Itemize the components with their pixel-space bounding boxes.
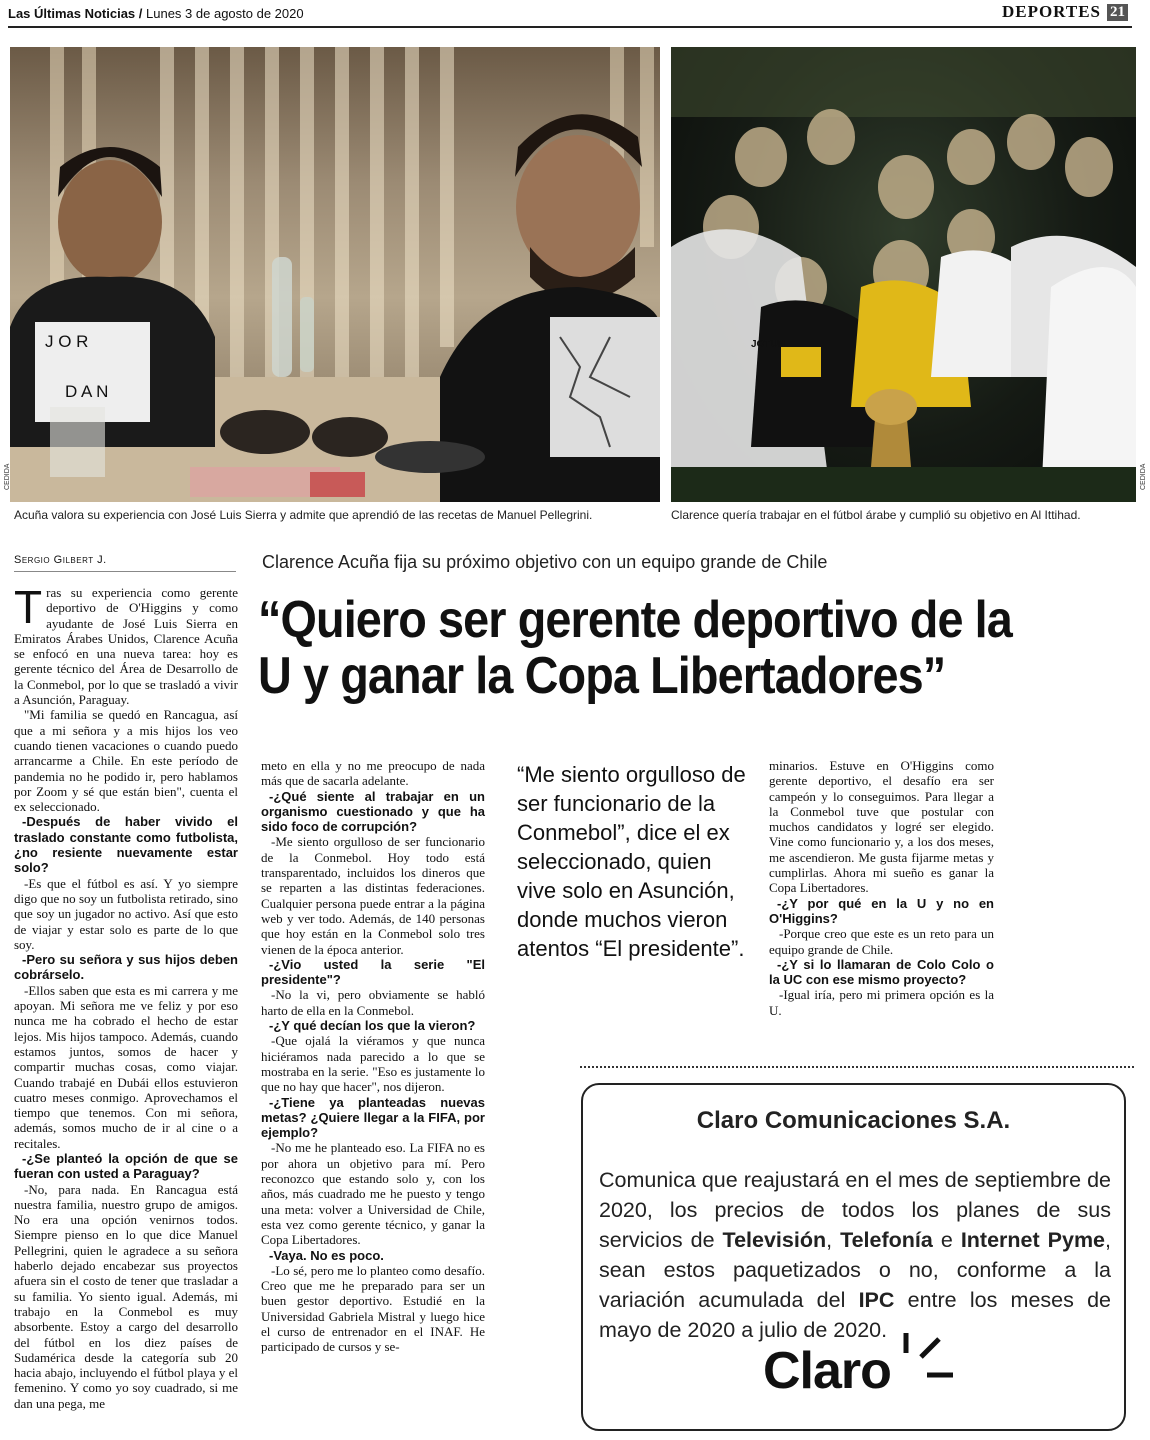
- article-paragraph: -Me siento orgulloso de ser funcionario de la Conmebol. Hoy todo está transparentado, incluidos los dineros que se reparten a las distintas federaciones. Cualquier persona puede entrar a la página web y ver todo. Además, de 140 personas que hoy están en la Conmebol solo tres vienen de la época anterior.: [261, 834, 485, 957]
- section-header: [1002, 2, 1128, 22]
- interview-question: -¿Qué siente al trabajar en un organismo cuestionado y que ha sido foco de corrupción?: [261, 788, 485, 835]
- column-1-body: [14, 581, 238, 1411]
- byline-rule: [14, 571, 236, 572]
- column-2-body: [261, 758, 485, 1355]
- ad-text-3: entre los meses de mayo de 2020 a julio de 2020.: [599, 1288, 1111, 1342]
- caption-right: Clarence quería trabajar en el fútbol árabe y cumplió su objetivo en Al Ittihad.: [671, 508, 1081, 522]
- photo-restaurant: [10, 47, 660, 502]
- claro-rays-icon: [891, 1327, 961, 1397]
- interview-question: -Después de haber vivido el traslado constante como futbolista, ¿no resiente nuevamente estar solo?: [14, 814, 238, 876]
- interview-question: -¿Se planteó la opción de que se fueran con usted a Paraguay?: [14, 1150, 238, 1182]
- article-paragraph: -No, para nada. En Rancagua está nuestra familia, nuestro grupo de amigos. No era una opción venirnos todos. Siempre pienso en lo que dice Manuel Pellegrini, quien le agradece a su señora haberlo dejado encabezar sus proyectos afuera sin el costo de tener que trasladar a su familia. Yo siento igual. Además, mi trabajo en la Conmebol es muy absorbente. Estoy a cargo del desarrollo del fútbol en los diez países de Sudamérica desde la categoría sub 20 hacia abajo, incluyendo el fútbol playa y el femenino. Y como yo soy cuadrado, si me dan una pega, me: [14, 1181, 238, 1411]
- ad-service-phone: Telefonía: [840, 1228, 933, 1252]
- ad-body: [599, 1165, 1111, 1345]
- claro-advertisement: [581, 1083, 1126, 1431]
- header-rule: [8, 26, 1132, 28]
- article-column-3: [769, 758, 994, 1018]
- ad-service-tv: Televisión: [722, 1228, 827, 1252]
- article-paragraph: -Ellos saben que esta es mi carrera y me apoyan. Mi señora me ve feliz y por eso nunca me ha cobrado el hecho de estar lejos. Mis hijos tampoco. Además, cuando estamos juntos, somos de hacer y compartir muchas cosas, como viajar. Cuando trabajé en Dubái ellos estuvieron cuatro meses conmigo. Aprovechamos el tiempo que tenemos. Con mi señora, además, somos mucho de ir al cine o a recitales.: [14, 982, 238, 1151]
- article-paragraph: "Mi familia se quedó en Rancagua, así que a mi señora y a mis hijos los veo cuando tienen vacaciones o cuando puedo arrancarme a Chile. En este período de pandemia no he podido ir, pero hablamos por Zoom y sé que están bien", cuenta el ex seleccionado.: [14, 707, 238, 815]
- kicker: Clarence Acuña fija su próximo objetivo con un equipo grande de Chile: [262, 552, 828, 572]
- article-paragraph: -Es que el fútbol es así. Y yo siempre digo que no soy un futbolista retirado, sino que soy un jugador no activo. Así que esto de viajar y estar solo es parte de lo que soy.: [14, 875, 238, 952]
- interview-question: -¿Tiene ya planteadas nuevas metas? ¿Quiere llegar a la FIFA, por ejemplo?: [261, 1094, 485, 1141]
- interview-question: -¿Y por qué en la U y no en O'Higgins?: [769, 895, 994, 926]
- jersey-print: JOTUN: [751, 339, 785, 350]
- shirt-print: J O R: [45, 332, 89, 351]
- interview-question: -¿Y si lo llamaran de Colo Colo o la UC con ese mismo proyecto?: [769, 956, 994, 988]
- ad-sep-2: e: [932, 1228, 961, 1252]
- ad-text-2: , sean estos paquetizados o no, conforme a la variación acumulada del: [599, 1228, 1112, 1312]
- ad-service-internet: Internet Pyme: [960, 1228, 1106, 1252]
- claro-logo-text: Claro: [763, 1342, 891, 1400]
- photo-credit-left: CEDIDA: [4, 463, 11, 490]
- article-paragraph: -No me he planteado eso. La FIFA no es por ahora un objetivo para mí. Pero reconozco que estando solo y, con los años, más cuadrado me he puesto y tengo una meta: volver a Universidad de Chile, esta vez como gerente técnico, y ganar la Copa Libertadores.: [261, 1140, 485, 1248]
- interview-question: -Pero su señora y sus hijos deben cobrárselo.: [14, 952, 238, 983]
- photo-celebration-illustration: [671, 47, 1136, 502]
- photo-credit-right: CEDIDA: [1140, 463, 1147, 490]
- ad-title: Claro Comunicaciones S.A.: [696, 1107, 1011, 1134]
- issue-date: Lunes 3 de agosto de 2020: [146, 6, 304, 21]
- ad-text-1: Comunica que reajustará en el mes de septiembre de 2020, los precios de todos los planes de sus servicios de: [599, 1168, 1111, 1252]
- dropcap: T: [14, 581, 43, 633]
- article-paragraph: ras su experiencia como gerente deportivo de O'Higgins y como ayudante de José Luis Sierra en Emiratos Árabes Unidos, Clarence Acuña se enfocó en una nueva tarea: hoy es gerente técnico del Área de Desarrollo de la Conmebol, por lo que se trasladó a vivir a Asunción, Paraguay.: [14, 585, 238, 708]
- shirt-print-2: D A N: [65, 382, 109, 401]
- interview-question: -¿Y qué decían los que la vieron?: [269, 1018, 476, 1034]
- ad-separator: [580, 1066, 1134, 1068]
- article-paragraph: -Que ojalá la viéramos y que nunca hiciéramos nada parecido a lo que se mostraba en la serie. "Eso es justamente lo que no hay que hacer", nos dijeron.: [261, 1033, 485, 1095]
- caption-left: Acuña valora su experiencia con José Luis Sierra y admite que aprendió de las recetas de Manuel Pellegrini.: [14, 508, 593, 522]
- claro-logo: [763, 1341, 963, 1411]
- article-paragraph: meto en ella y no me preocupo de nada más que de sacarla adelante.: [261, 758, 485, 789]
- section-name: DEPORTES: [1001, 2, 1101, 21]
- ad-sep-1: ,: [826, 1228, 841, 1252]
- paper-name: Las Últimas Noticias /: [8, 6, 143, 21]
- article-column-1: [14, 581, 238, 1411]
- byline: Sergio Gilbert J.: [14, 554, 107, 566]
- column-3-body: [769, 758, 994, 1018]
- interview-question: -Vaya. No es poco.: [269, 1247, 384, 1263]
- article-paragraph: -No la vi, pero obviamente se habló harto de ella en la Conmebol.: [261, 987, 485, 1018]
- headline: “Quiero ser gerente deportivo de la U y ganar la Copa Libertadores”: [258, 591, 1012, 705]
- ad-ipc: IPC: [858, 1288, 895, 1312]
- article-column-2: [261, 758, 485, 1355]
- photo-restaurant-illustration: [10, 47, 660, 502]
- pull-quote: “Me siento orgulloso de ser funcionario de la Conmebol”, dice el ex seleccionado, quien vive solo en Asunción, donde muchos vieron atentos “El presidente”.: [517, 762, 746, 961]
- photo-celebration: [671, 47, 1136, 502]
- article-paragraph: -Porque creo que este es un reto para un equipo grande de Chile.: [769, 926, 994, 957]
- masthead: [8, 6, 304, 21]
- page-number: 21: [1107, 4, 1128, 21]
- interview-question: -¿Vio usted la serie "El presidente"?: [261, 956, 485, 988]
- article-paragraph: -Lo sé, pero me lo planteo como desafío. Creo que me he preparado para ser un buen gestor deportivo. Estudié en la Universidad Gabriela Mistral y luego hice el curso de entrenador en el INAF. He participado de cursos y se-: [261, 1262, 485, 1355]
- article-paragraph: minarios. Estuve en O'Higgins como gerente deportivo, el desafío era ser campeón y lo conseguimos. Para llegar a la Conmebol tuve que postular con muchos candidatos y logré ser elegido. Vine como funcionario y, a los dos meses, me ascendieron. Me gusta fijarme metas y cumplirlas. Ahora mi sueño es ganar la Copa Libertadores.: [769, 758, 994, 896]
- article-paragraph: -Igual iría, pero mi primera opción es la U.: [769, 987, 994, 1018]
